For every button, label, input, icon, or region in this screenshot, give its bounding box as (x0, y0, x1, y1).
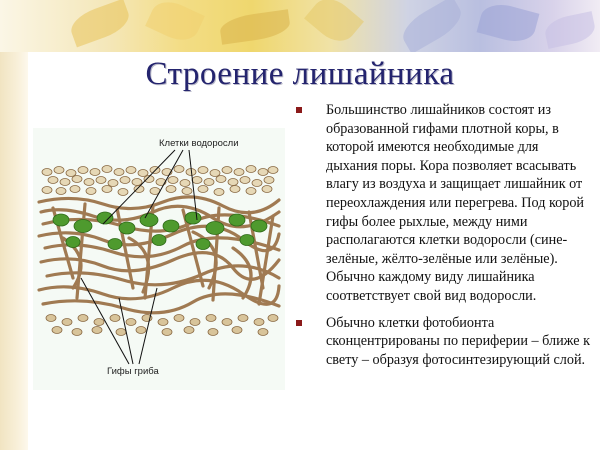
bullet-text: Большинство лишайников состоят из образованной гифами плотной коры, в которой имеются необходимые для дыхания поры. Кора позволяет всасывать влагу из воздуха и защищает лишайник от переохлаждения или перегрева. Под корой гифы более рыхлые, между ними располагаются клетки водоросли (сине-зелёные, жёлто-зелёные или зелёные). Обычно каждому виду лишайника соответствует свой вид водоросли. (326, 102, 585, 304)
bullet-item (296, 314, 591, 370)
lichen-structure-figure (33, 128, 285, 390)
figure-label-fungal-hyphae: Гифы гриба (107, 366, 159, 377)
bullet-square-icon (296, 320, 302, 326)
figure-label-algae-cells: Клетки водоросли (159, 138, 239, 149)
hyphae-layer (39, 197, 279, 313)
lower-medulla-cells (46, 315, 278, 336)
slide-title: Строение лишайника (145, 56, 455, 92)
lichen-cross-section-illustration (33, 128, 285, 390)
bullet-text: Обычно клетки фотобионта сконцентрированы по периферии – ближе к свету – образуя фотосинтезирующий слой. (326, 314, 591, 368)
bullet-list (296, 101, 591, 377)
bullet-square-icon (296, 107, 302, 113)
title-container (0, 56, 600, 93)
bullet-item (296, 101, 591, 306)
decorative-banner (0, 0, 600, 52)
